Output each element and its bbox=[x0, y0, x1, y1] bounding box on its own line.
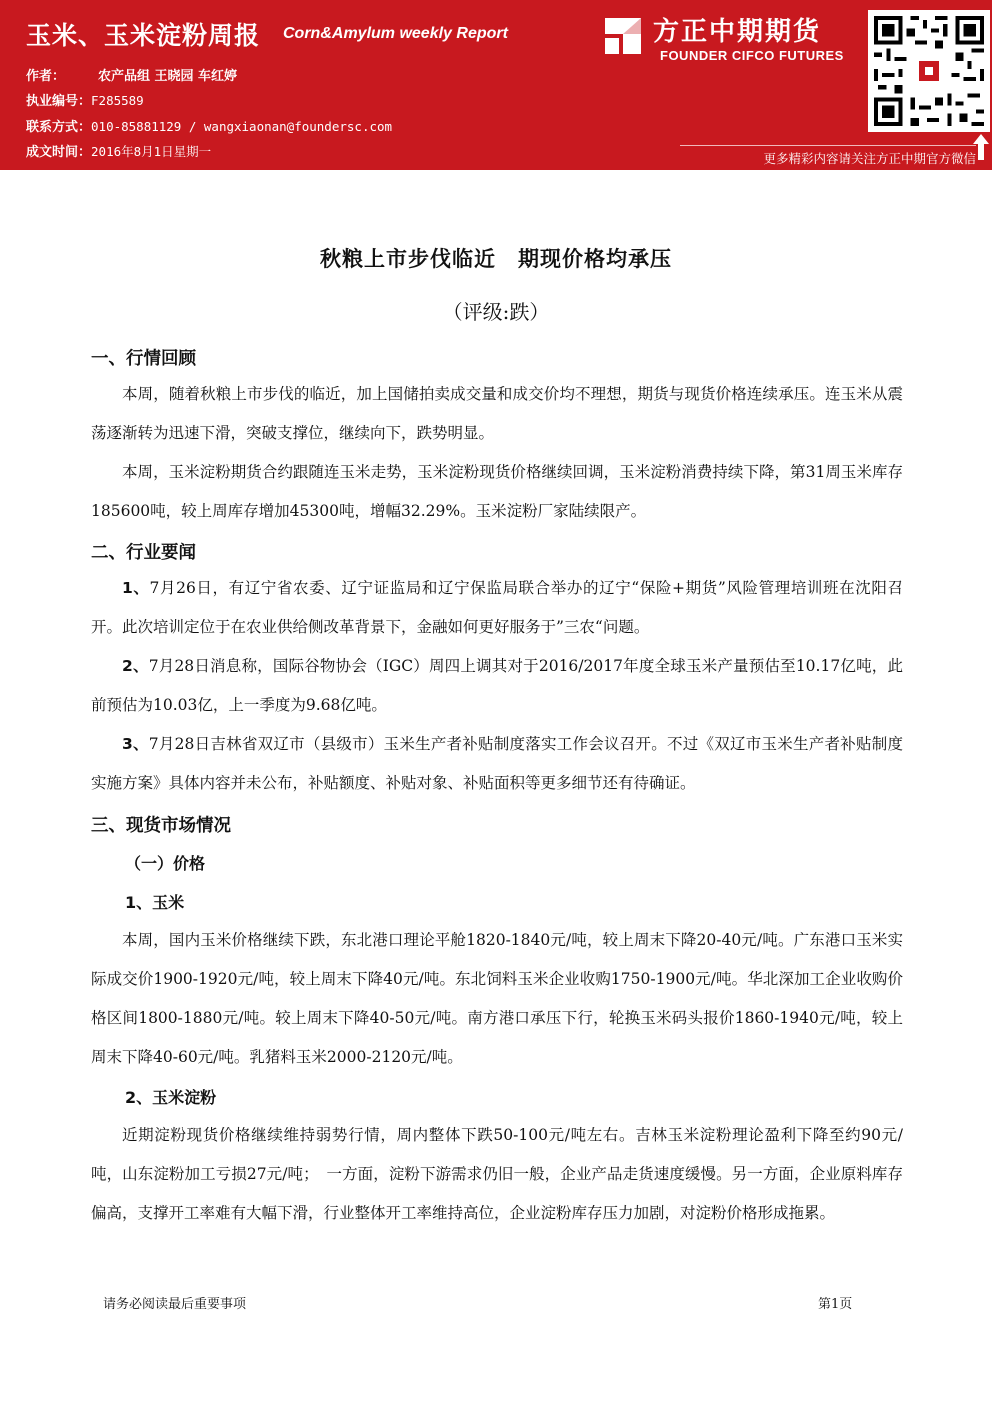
news-item-3-text: 7月28日吉林省双辽市（县级市）玉米生产者补贴制度落实工作会议召开。不过《双辽市玉米生产者补贴制度实施方案》具体内容并未公布，补贴额度、补贴对象、补贴面积等更多细节还有待确证。 bbox=[91, 735, 903, 792]
up-arrow-icon bbox=[972, 132, 990, 162]
company-logo-chinese: 方正中期期货 bbox=[653, 17, 822, 47]
news-item-1 bbox=[91, 569, 903, 647]
review-paragraph-2: 本周，玉米淀粉期货合约跟随连玉米走势，玉米淀粉现货价格继续回调，玉米淀粉消费持续下降，第31周玉米库存185600吨，较上周库存增加45300吨，增幅32.29%。玉米淀粉厂家陆续限产。 bbox=[91, 463, 903, 520]
date-label: 成文时间： bbox=[26, 145, 92, 160]
contact-label: 联系方式： bbox=[26, 120, 92, 135]
news-item-2-text: 7月28日消息称，国际谷物协会（IGC）周四上调其对于2016/2017年度全球玉米产量预估至10.17亿吨，此前预估为10.03亿，上一季度为9.68亿吨。 bbox=[91, 657, 903, 714]
license-label: 执业编号： bbox=[26, 94, 92, 109]
document-rating: （评级:跌） bbox=[442, 300, 550, 324]
follow-wechat-text: 更多精彩内容请关注方正中期官方微信 bbox=[763, 151, 976, 166]
news-item-3-number: 3、 bbox=[122, 735, 149, 753]
news-item-1-text: 7月26日，有辽宁省农委、辽宁证监局和辽宁保监局联合举办的辽宁“保险+期货”风险管理培训班在沈阳召开。此次培训定位于在农业供给侧改革背景下，金融如何更好服务于”三农“问题。 bbox=[91, 579, 903, 636]
section-heading-review: 一、行情回顾 bbox=[91, 349, 196, 369]
report-title-english: Corn&Amylum weekly Report bbox=[283, 25, 508, 42]
starch-price-paragraph: 近期淀粉现货价格继续维持弱势行情，周内整体下跌50-100元/吨左右。吉林玉米淀粉理论盈利下降至约90元/吨，山东淀粉加工亏损27元/吨； 一方面，淀粉下游需求仍旧一般，企业产品走货速度缓慢。另一方面，企业原料库存偏高，支撑开工率难有大幅下滑，行业整体开工率维持高位，企业淀粉库存压力加剧，对淀粉价格形成拖累。 bbox=[91, 1126, 903, 1222]
footer-notice: 请务必阅读最后重要事项 bbox=[103, 1297, 247, 1312]
author-value: 农产品组 王晓园 车红婷 bbox=[98, 69, 238, 84]
subsection-heading-price: （一）价格 bbox=[125, 854, 206, 873]
section-heading-news: 二、行业要闻 bbox=[91, 543, 196, 563]
license-row bbox=[26, 90, 144, 109]
news-item-2 bbox=[91, 647, 903, 725]
subsection-heading-starch: 2、玉米淀粉 bbox=[125, 1088, 217, 1107]
founder-logo-icon bbox=[601, 14, 645, 58]
contact-row bbox=[26, 116, 392, 135]
report-title: 玉米、玉米淀粉周报 bbox=[26, 21, 261, 50]
author-label: 作者： bbox=[26, 69, 66, 84]
contact-value: 010-85881129 / wangxiaonan@foundersc.com bbox=[91, 119, 393, 134]
follow-divider bbox=[680, 145, 976, 146]
qr-code-icon bbox=[870, 12, 988, 130]
license-value: F285589 bbox=[91, 93, 144, 108]
author-row bbox=[26, 65, 237, 84]
date-row bbox=[26, 141, 211, 160]
company-logo-english: FOUNDER CIFCO FUTURES bbox=[660, 48, 844, 63]
subsection-heading-corn: 1、玉米 bbox=[125, 893, 185, 912]
document-title: 秋粮上市步伐临近 期现价格均承压 bbox=[320, 247, 672, 271]
date-value: 2016年8月1日星期一 bbox=[91, 144, 212, 159]
wechat-qr-code bbox=[868, 10, 990, 132]
news-item-1-number: 1、 bbox=[122, 579, 150, 597]
news-item-3 bbox=[91, 725, 903, 803]
corn-price-paragraph: 本周，国内玉米价格继续下跌，东北港口理论平舱1820-1840元/吨，较上周末下降20-40元/吨。广东港口玉米实际成交价1900-1920元/吨，较上周末下降40元/吨。东北饲料玉米企业收购1750-1900元/吨。华北深加工企业收购价格区间1800-1880元/吨。较上周末下降40-50元/吨。南方港口承压下行，轮换玉米码头报价1860-1940元/吨，较上周末下降40-60元/吨。乳猪料玉米2000-2120元/吨。 bbox=[91, 931, 903, 1066]
section-heading-spot: 三、现货市场情况 bbox=[91, 816, 231, 836]
news-item-2-number: 2、 bbox=[122, 657, 149, 675]
review-paragraph-1: 本周，随着秋粮上市步伐的临近，加上国储拍卖成交量和成交价均不理想，期货与现货价格连续承压。连玉米从震荡逐渐转为迅速下滑，突破支撑位，继续向下，跌势明显。 bbox=[91, 385, 903, 442]
report-header-banner bbox=[0, 0, 992, 170]
footer-page-number: 第1页 bbox=[818, 1297, 853, 1312]
